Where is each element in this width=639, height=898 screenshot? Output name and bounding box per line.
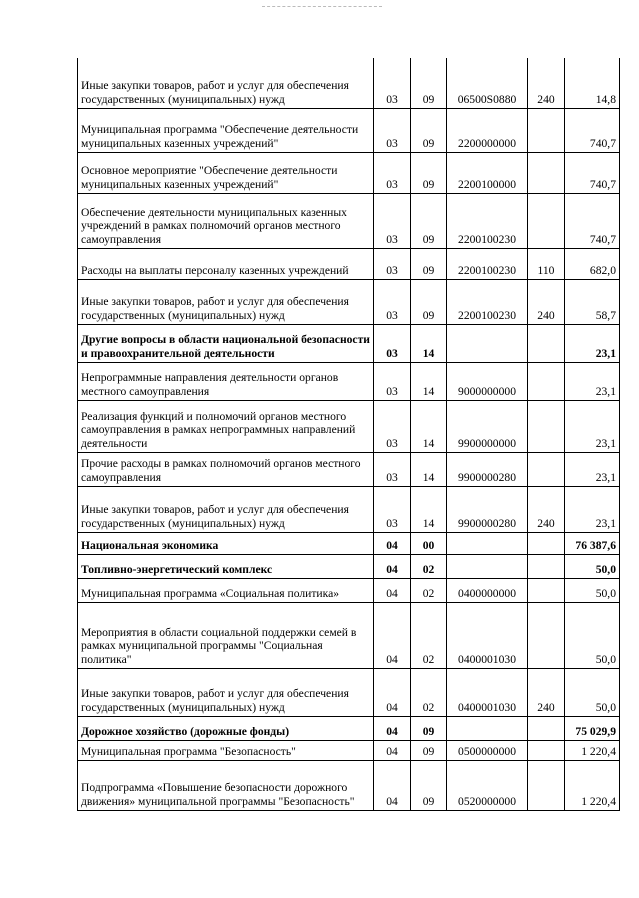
target-article-cell: 9000000000 xyxy=(447,362,528,400)
table-row xyxy=(78,362,620,400)
subsection-code-cell: 09 xyxy=(411,108,447,152)
target-article-cell: 2200100230 xyxy=(447,248,528,279)
table-row xyxy=(78,279,620,324)
table-row xyxy=(78,760,620,810)
table-row xyxy=(78,400,620,452)
section-code-cell: 03 xyxy=(374,152,411,193)
row-name-cell: Муниципальная программа «Социальная политика» xyxy=(78,578,374,602)
table-row xyxy=(78,108,620,152)
section-code-cell: 03 xyxy=(374,58,411,108)
table-row xyxy=(78,324,620,362)
target-article-cell: 9900000280 xyxy=(447,486,528,532)
row-name-cell: Иные закупки товаров, работ и услуг для обеспечения государственных (муниципальных) нужд xyxy=(78,668,374,716)
row-name-cell: Мероприятия в области социальной поддержки семей в рамках муниципальной программы "Социальная политика" xyxy=(78,602,374,668)
row-name-cell: Основное мероприятие "Обеспечение деятельности муниципальных казенных учреждений" xyxy=(78,152,374,193)
expense-type-cell xyxy=(528,532,565,554)
row-name-cell: Муниципальная программа "Обеспечение деятельности муниципальных казенных учреждений" xyxy=(78,108,374,152)
section-code-cell: 04 xyxy=(374,578,411,602)
expense-type-cell: 110 xyxy=(528,248,565,279)
amount-cell: 682,0 xyxy=(565,248,620,279)
amount-cell: 76 387,6 xyxy=(565,532,620,554)
target-article-cell: 2200000000 xyxy=(447,108,528,152)
table-row xyxy=(78,668,620,716)
table-row xyxy=(78,152,620,193)
section-code-cell: 04 xyxy=(374,740,411,760)
row-name-cell: Подпрограмма «Повышение безопасности дорожного движения» муниципальной программы "Безопасность" xyxy=(78,760,374,810)
target-article-cell: 0400000000 xyxy=(447,578,528,602)
target-article-cell xyxy=(447,324,528,362)
subsection-code-cell: 09 xyxy=(411,248,447,279)
table-row xyxy=(78,486,620,532)
section-code-cell: 04 xyxy=(374,760,411,810)
row-name-cell: Иные закупки товаров, работ и услуг для обеспечения государственных (муниципальных) нужд xyxy=(78,486,374,532)
table-row xyxy=(78,740,620,760)
subsection-code-cell: 02 xyxy=(411,602,447,668)
section-code-cell: 03 xyxy=(374,324,411,362)
amount-cell: 50,0 xyxy=(565,578,620,602)
budget-table xyxy=(77,58,620,811)
subsection-code-cell: 09 xyxy=(411,760,447,810)
expense-type-cell xyxy=(528,716,565,740)
table-row xyxy=(78,554,620,578)
row-name-cell: Иные закупки товаров, работ и услуг для обеспечения государственных (муниципальных) нужд xyxy=(78,279,374,324)
target-article-cell xyxy=(447,532,528,554)
expense-type-cell: 240 xyxy=(528,668,565,716)
target-article-cell: 2200100230 xyxy=(447,193,528,248)
subsection-code-cell: 09 xyxy=(411,58,447,108)
row-name-cell: Дорожное хозяйство (дорожные фонды) xyxy=(78,716,374,740)
subsection-code-cell: 09 xyxy=(411,716,447,740)
subsection-code-cell: 14 xyxy=(411,486,447,532)
table-row xyxy=(78,578,620,602)
row-name-cell: Непрограммные направления деятельности органов местного самоуправления xyxy=(78,362,374,400)
target-article-cell: 0400001030 xyxy=(447,668,528,716)
subsection-code-cell: 14 xyxy=(411,362,447,400)
table-row xyxy=(78,602,620,668)
subsection-code-cell: 09 xyxy=(411,152,447,193)
amount-cell: 50,0 xyxy=(565,554,620,578)
expense-type-cell xyxy=(528,152,565,193)
expense-type-cell xyxy=(528,554,565,578)
amount-cell: 740,7 xyxy=(565,108,620,152)
target-article-cell: 0400001030 xyxy=(447,602,528,668)
row-name-cell: Расходы на выплаты персоналу казенных учреждений xyxy=(78,248,374,279)
expense-type-cell xyxy=(528,740,565,760)
target-article-cell: 0500000000 xyxy=(447,740,528,760)
page-scan-mark xyxy=(262,6,382,9)
section-code-cell: 04 xyxy=(374,602,411,668)
amount-cell: 1 220,4 xyxy=(565,740,620,760)
expense-type-cell xyxy=(528,362,565,400)
target-article-cell: 9900000280 xyxy=(447,452,528,486)
amount-cell: 75 029,9 xyxy=(565,716,620,740)
row-name-cell: Иные закупки товаров, работ и услуг для обеспечения государственных (муниципальных) нужд xyxy=(78,58,374,108)
table-row xyxy=(78,532,620,554)
section-code-cell: 04 xyxy=(374,716,411,740)
amount-cell: 50,0 xyxy=(565,602,620,668)
row-name-cell: Прочие расходы в рамках полномочий органов местного самоуправления xyxy=(78,452,374,486)
amount-cell: 58,7 xyxy=(565,279,620,324)
target-article-cell: 9900000000 xyxy=(447,400,528,452)
subsection-code-cell: 00 xyxy=(411,532,447,554)
amount-cell: 1 220,4 xyxy=(565,760,620,810)
amount-cell: 23,1 xyxy=(565,400,620,452)
subsection-code-cell: 02 xyxy=(411,554,447,578)
table-row xyxy=(78,58,620,108)
amount-cell: 740,7 xyxy=(565,193,620,248)
row-name-cell: Обеспечение деятельности муниципальных казенных учреждений в рамках полномочий органов местного самоуправления xyxy=(78,193,374,248)
table-row xyxy=(78,248,620,279)
section-code-cell: 03 xyxy=(374,400,411,452)
amount-cell: 23,1 xyxy=(565,452,620,486)
table-row xyxy=(78,193,620,248)
section-code-cell: 03 xyxy=(374,193,411,248)
expense-type-cell: 240 xyxy=(528,486,565,532)
subsection-code-cell: 14 xyxy=(411,452,447,486)
subsection-code-cell: 02 xyxy=(411,668,447,716)
expense-type-cell: 240 xyxy=(528,58,565,108)
subsection-code-cell: 02 xyxy=(411,578,447,602)
section-code-cell: 03 xyxy=(374,279,411,324)
row-name-cell: Муниципальная программа "Безопасность" xyxy=(78,740,374,760)
target-article-cell: 06500S0880 xyxy=(447,58,528,108)
expense-type-cell xyxy=(528,400,565,452)
section-code-cell: 03 xyxy=(374,452,411,486)
section-code-cell: 03 xyxy=(374,108,411,152)
target-article-cell: 2200100230 xyxy=(447,279,528,324)
amount-cell: 14,8 xyxy=(565,58,620,108)
amount-cell: 23,1 xyxy=(565,324,620,362)
target-article-cell: 0520000000 xyxy=(447,760,528,810)
target-article-cell: 2200100000 xyxy=(447,152,528,193)
section-code-cell: 04 xyxy=(374,668,411,716)
row-name-cell: Топливно-энергетический комплекс xyxy=(78,554,374,578)
expense-type-cell: 240 xyxy=(528,279,565,324)
section-code-cell: 03 xyxy=(374,486,411,532)
amount-cell: 740,7 xyxy=(565,152,620,193)
expense-type-cell xyxy=(528,578,565,602)
expense-type-cell xyxy=(528,452,565,486)
row-name-cell: Реализация функций и полномочий органов местного самоуправления в рамках непрограммных направлений деятельности xyxy=(78,400,374,452)
subsection-code-cell: 14 xyxy=(411,400,447,452)
amount-cell: 50,0 xyxy=(565,668,620,716)
expense-type-cell xyxy=(528,602,565,668)
target-article-cell xyxy=(447,554,528,578)
subsection-code-cell: 09 xyxy=(411,279,447,324)
subsection-code-cell: 14 xyxy=(411,324,447,362)
expense-type-cell xyxy=(528,193,565,248)
section-code-cell: 03 xyxy=(374,248,411,279)
row-name-cell: Другие вопросы в области национальной безопасности и правоохранительной деятельности xyxy=(78,324,374,362)
subsection-code-cell: 09 xyxy=(411,740,447,760)
expense-type-cell xyxy=(528,108,565,152)
expense-type-cell xyxy=(528,324,565,362)
expense-type-cell xyxy=(528,760,565,810)
section-code-cell: 04 xyxy=(374,554,411,578)
amount-cell: 23,1 xyxy=(565,486,620,532)
row-name-cell: Национальная экономика xyxy=(78,532,374,554)
table-row xyxy=(78,452,620,486)
subsection-code-cell: 09 xyxy=(411,193,447,248)
target-article-cell xyxy=(447,716,528,740)
table-row xyxy=(78,716,620,740)
section-code-cell: 03 xyxy=(374,362,411,400)
amount-cell: 23,1 xyxy=(565,362,620,400)
section-code-cell: 04 xyxy=(374,532,411,554)
budget-table-body xyxy=(78,58,620,810)
